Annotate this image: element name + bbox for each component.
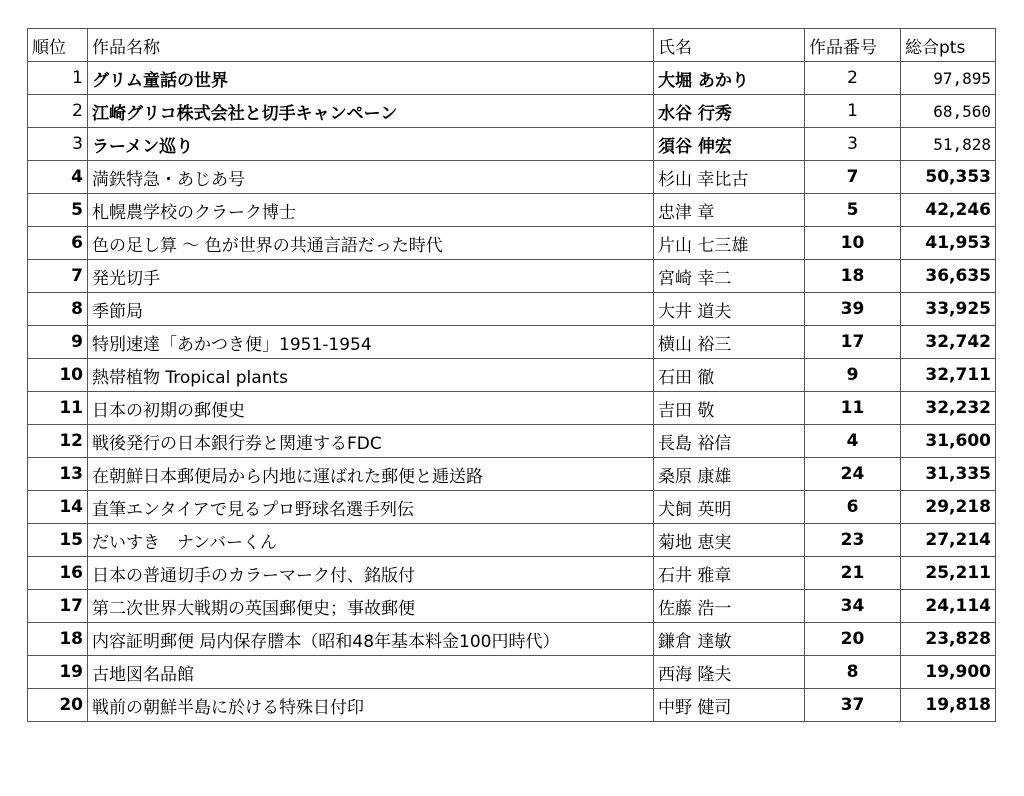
rank-cell: 14 <box>28 491 88 524</box>
table-row <box>28 524 996 557</box>
table-row <box>28 161 996 194</box>
total-points-cell: 42,246 <box>901 194 996 227</box>
rank-cell: 18 <box>28 623 88 656</box>
title-cell: 色の足し算 〜 色が世界の共通言語だった時代 <box>88 227 654 260</box>
rank-cell: 9 <box>28 326 88 359</box>
table-row <box>28 491 996 524</box>
title-cell: 戦前の朝鮮半島に於ける特殊日付印 <box>88 689 654 722</box>
name-cell: 水谷 行秀 <box>654 95 805 128</box>
table-row <box>28 128 996 161</box>
total-points-cell: 31,335 <box>901 458 996 491</box>
title-cell: 日本の普通切手のカラーマーク付、銘版付 <box>88 557 654 590</box>
table-row <box>28 95 996 128</box>
rank-cell: 12 <box>28 425 88 458</box>
name-cell: 吉田 敬 <box>654 392 805 425</box>
name-cell: 鎌倉 達敏 <box>654 623 805 656</box>
total-points-cell: 51,828 <box>901 128 996 161</box>
entry-number-cell: 23 <box>805 524 901 557</box>
header-row <box>28 29 996 62</box>
rank-cell: 4 <box>28 161 88 194</box>
rank-cell: 13 <box>28 458 88 491</box>
entry-number-cell: 8 <box>805 656 901 689</box>
title-cell: だいすき ナンバーくん <box>88 524 654 557</box>
title-cell: 古地図名品館 <box>88 656 654 689</box>
entry-number-cell: 34 <box>805 590 901 623</box>
total-points-cell: 41,953 <box>901 227 996 260</box>
table-row <box>28 359 996 392</box>
entry-number-cell: 11 <box>805 392 901 425</box>
name-cell: 大井 道夫 <box>654 293 805 326</box>
header-total-points: 総合pts <box>901 29 996 62</box>
name-cell: 横山 裕三 <box>654 326 805 359</box>
table-body <box>28 62 996 722</box>
name-cell: 石井 雅章 <box>654 557 805 590</box>
rank-cell: 3 <box>28 128 88 161</box>
total-points-cell: 19,818 <box>901 689 996 722</box>
title-cell: ラーメン巡り <box>88 128 654 161</box>
total-points-cell: 33,925 <box>901 293 996 326</box>
table-row <box>28 293 996 326</box>
total-points-cell: 50,353 <box>901 161 996 194</box>
title-cell: 発光切手 <box>88 260 654 293</box>
entry-number-cell: 39 <box>805 293 901 326</box>
rank-cell: 15 <box>28 524 88 557</box>
entry-number-cell: 18 <box>805 260 901 293</box>
title-cell: 在朝鮮日本郵便局から内地に運ばれた郵便と逓送路 <box>88 458 654 491</box>
total-points-cell: 68,560 <box>901 95 996 128</box>
title-cell: 江崎グリコ株式会社と切手キャンペーン <box>88 95 654 128</box>
table-row <box>28 458 996 491</box>
table-row <box>28 689 996 722</box>
title-cell: 日本の初期の郵便史 <box>88 392 654 425</box>
entry-number-cell: 3 <box>805 128 901 161</box>
name-cell: 忠津 章 <box>654 194 805 227</box>
title-cell: 熱帯植物 Tropical plants <box>88 359 654 392</box>
total-points-cell: 97,895 <box>901 62 996 95</box>
name-cell: 須谷 伸宏 <box>654 128 805 161</box>
total-points-cell: 36,635 <box>901 260 996 293</box>
entry-number-cell: 5 <box>805 194 901 227</box>
entry-number-cell: 1 <box>805 95 901 128</box>
title-cell: グリム童話の世界 <box>88 62 654 95</box>
rank-cell: 8 <box>28 293 88 326</box>
rank-cell: 5 <box>28 194 88 227</box>
table-row <box>28 326 996 359</box>
title-cell: 直筆エンタイアで見るプロ野球名選手列伝 <box>88 491 654 524</box>
rank-cell: 10 <box>28 359 88 392</box>
header-name: 氏名 <box>654 29 805 62</box>
table-row <box>28 656 996 689</box>
rank-cell: 16 <box>28 557 88 590</box>
rank-cell: 19 <box>28 656 88 689</box>
table-row <box>28 194 996 227</box>
table-row <box>28 590 996 623</box>
title-cell: 第二次世界大戦期の英国郵便史；事故郵便 <box>88 590 654 623</box>
name-cell: 犬飼 英明 <box>654 491 805 524</box>
total-points-cell: 32,711 <box>901 359 996 392</box>
name-cell: 菊地 恵実 <box>654 524 805 557</box>
entry-number-cell: 10 <box>805 227 901 260</box>
rank-cell: 11 <box>28 392 88 425</box>
total-points-cell: 25,211 <box>901 557 996 590</box>
entry-number-cell: 2 <box>805 62 901 95</box>
entry-number-cell: 6 <box>805 491 901 524</box>
table-row <box>28 392 996 425</box>
table-header <box>28 29 996 62</box>
table-row <box>28 623 996 656</box>
entry-number-cell: 9 <box>805 359 901 392</box>
entry-number-cell: 21 <box>805 557 901 590</box>
title-cell: 札幌農学校のクラーク博士 <box>88 194 654 227</box>
header-title: 作品名称 <box>88 29 654 62</box>
ranking-table <box>27 28 996 722</box>
entry-number-cell: 20 <box>805 623 901 656</box>
total-points-cell: 32,232 <box>901 392 996 425</box>
rank-cell: 20 <box>28 689 88 722</box>
total-points-cell: 32,742 <box>901 326 996 359</box>
total-points-cell: 19,900 <box>901 656 996 689</box>
name-cell: 大堀 あかり <box>654 62 805 95</box>
title-cell: 内容証明郵便 局内保存謄本（昭和48年基本料金100円時代） <box>88 623 654 656</box>
name-cell: 長島 裕信 <box>654 425 805 458</box>
name-cell: 桑原 康雄 <box>654 458 805 491</box>
table-row <box>28 557 996 590</box>
entry-number-cell: 7 <box>805 161 901 194</box>
table-row <box>28 227 996 260</box>
rank-cell: 7 <box>28 260 88 293</box>
rank-cell: 17 <box>28 590 88 623</box>
name-cell: 西海 隆夫 <box>654 656 805 689</box>
rank-cell: 6 <box>28 227 88 260</box>
entry-number-cell: 4 <box>805 425 901 458</box>
total-points-cell: 24,114 <box>901 590 996 623</box>
total-points-cell: 23,828 <box>901 623 996 656</box>
rank-cell: 1 <box>28 62 88 95</box>
name-cell: 石田 徹 <box>654 359 805 392</box>
entry-number-cell: 37 <box>805 689 901 722</box>
table-row <box>28 62 996 95</box>
header-entry-number: 作品番号 <box>805 29 901 62</box>
rank-cell: 2 <box>28 95 88 128</box>
name-cell: 中野 健司 <box>654 689 805 722</box>
entry-number-cell: 24 <box>805 458 901 491</box>
entry-number-cell: 17 <box>805 326 901 359</box>
title-cell: 季節局 <box>88 293 654 326</box>
total-points-cell: 29,218 <box>901 491 996 524</box>
title-cell: 満鉄特急・あじあ号 <box>88 161 654 194</box>
name-cell: 杉山 幸比古 <box>654 161 805 194</box>
total-points-cell: 31,600 <box>901 425 996 458</box>
table-row <box>28 425 996 458</box>
name-cell: 宮崎 幸二 <box>654 260 805 293</box>
header-rank: 順位 <box>28 29 88 62</box>
title-cell: 特別速達「あかつき便」1951-1954 <box>88 326 654 359</box>
name-cell: 佐藤 浩一 <box>654 590 805 623</box>
title-cell: 戦後発行の日本銀行券と関連するFDC <box>88 425 654 458</box>
total-points-cell: 27,214 <box>901 524 996 557</box>
name-cell: 片山 七三雄 <box>654 227 805 260</box>
table-row <box>28 260 996 293</box>
